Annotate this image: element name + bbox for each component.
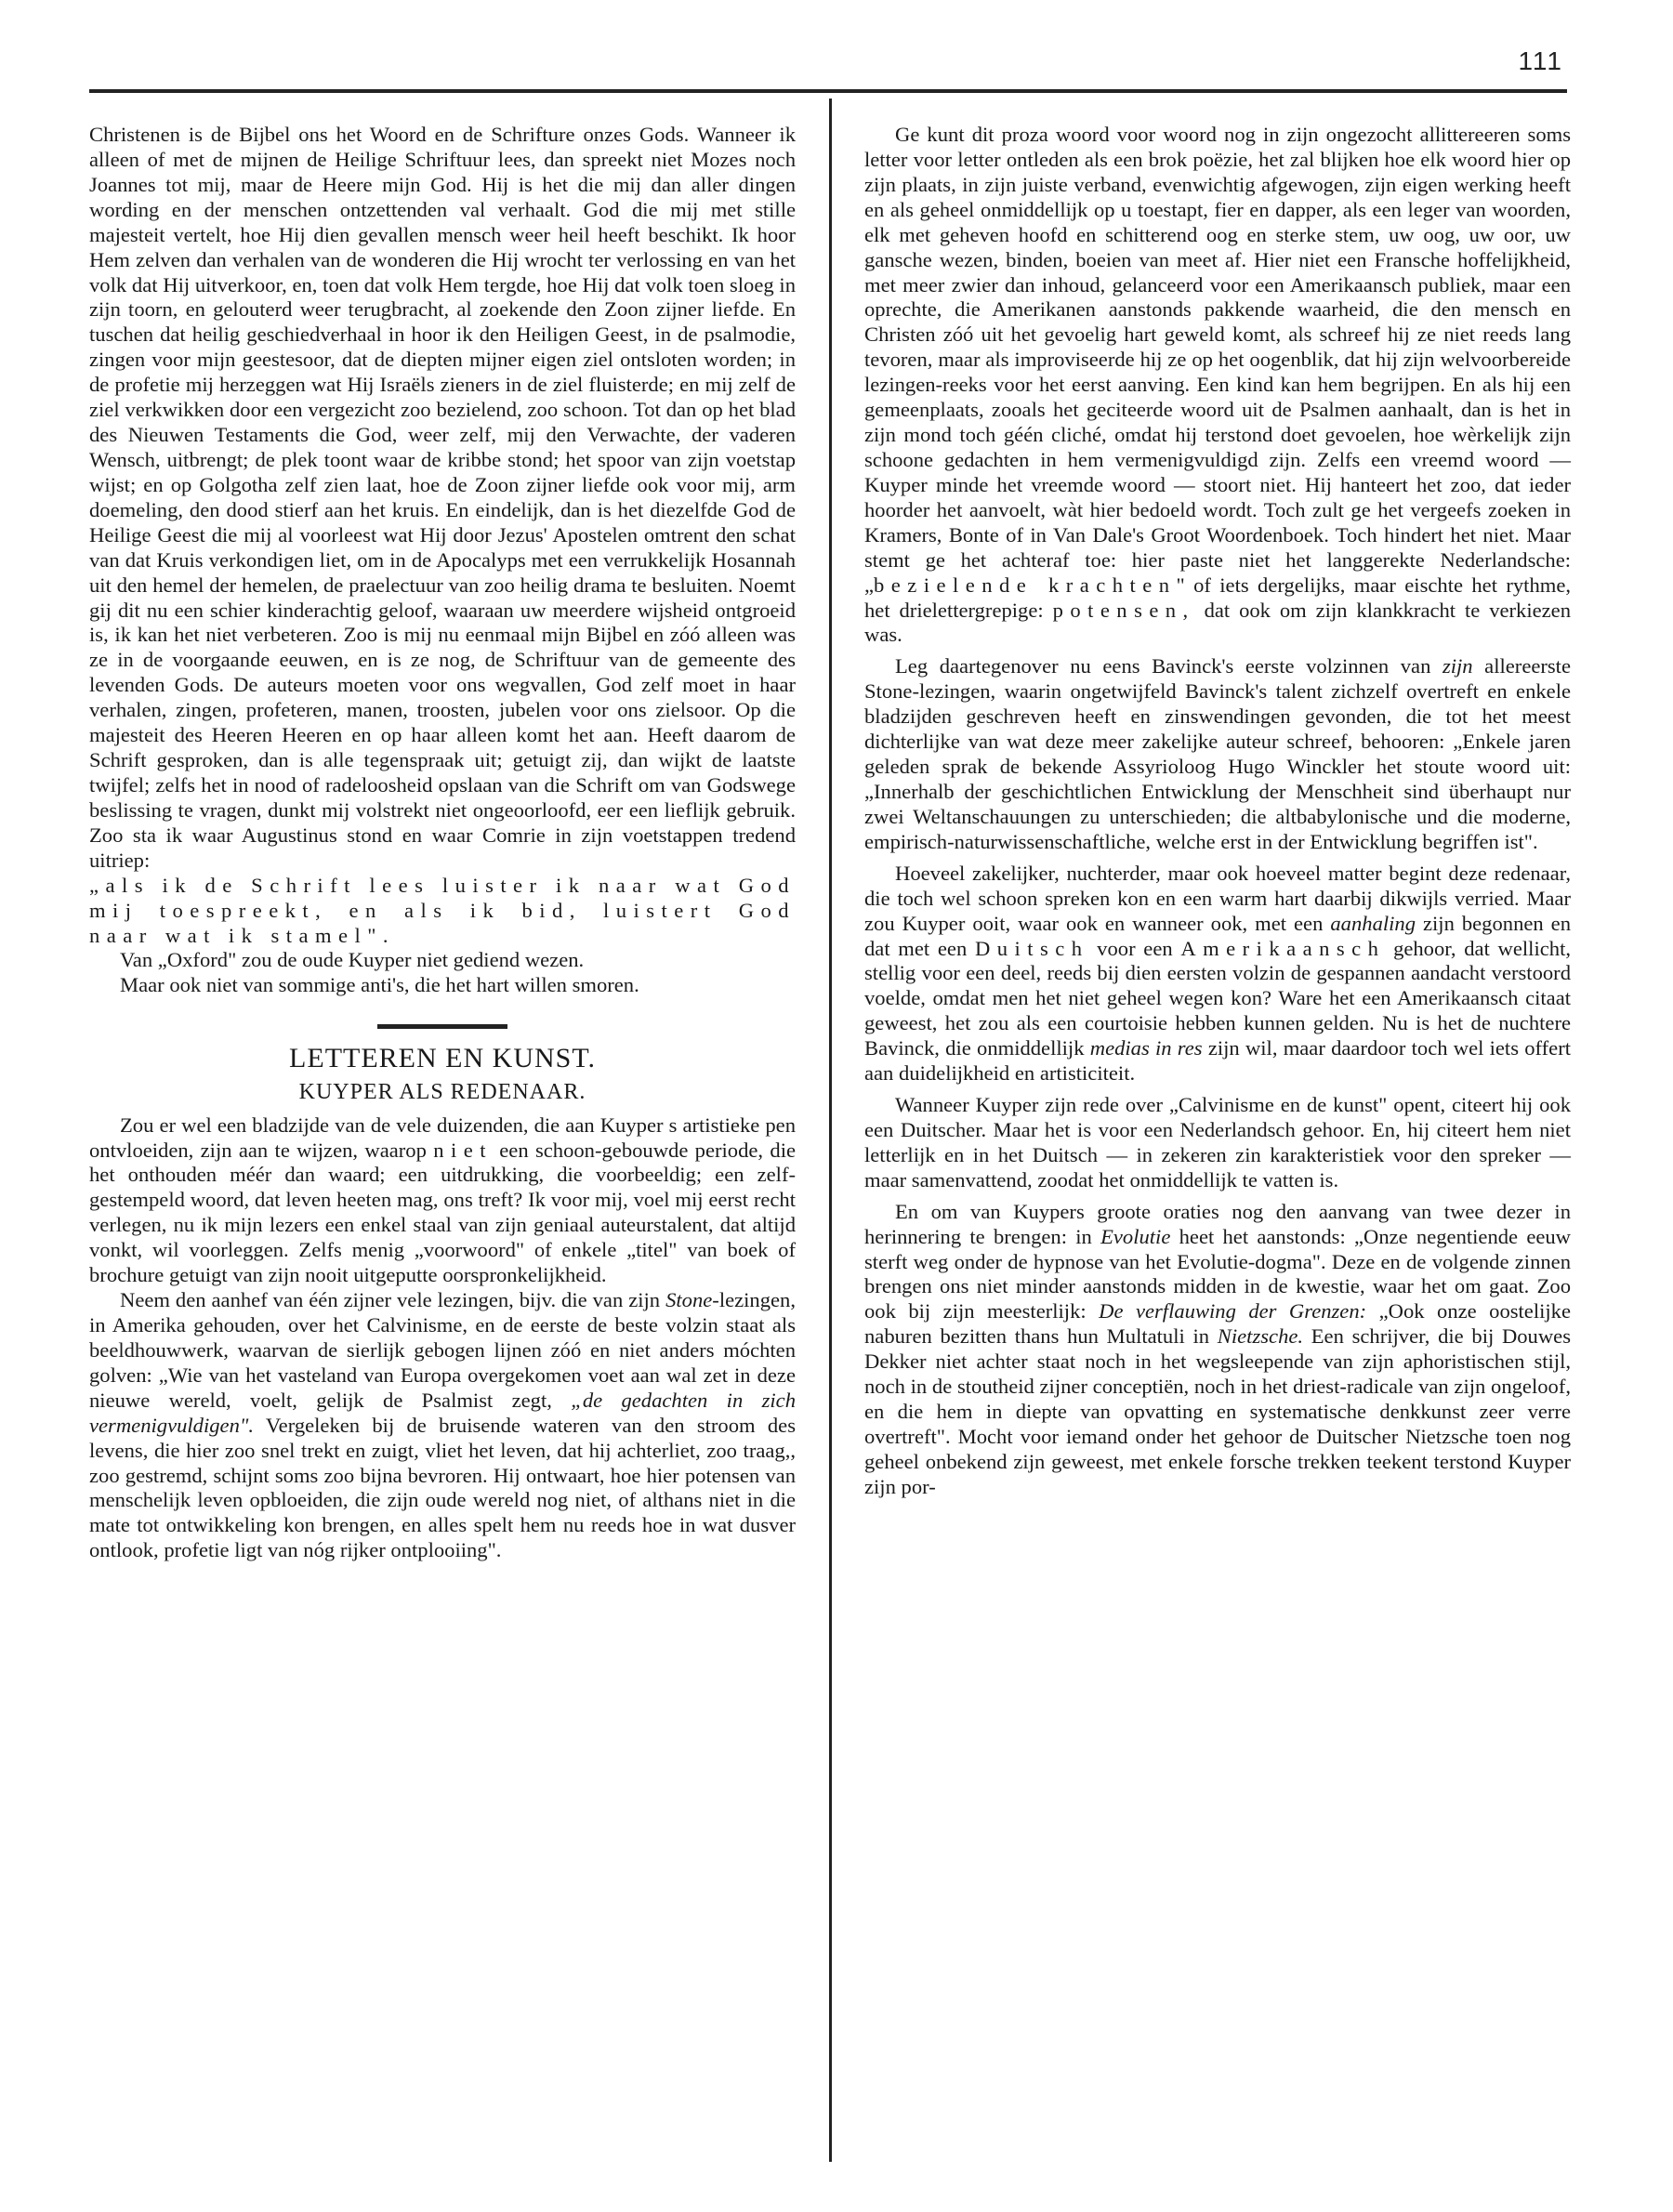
column-divider [829, 99, 832, 2162]
text-run: " of iets dergelijks, maar eischte het rythme, het drielettergrepige: [864, 573, 1571, 622]
text-run: Vergeleken bij de bruisende wateren van den stroom des levens, die hier zoo snel trekt en zuigt, vliet het leven, dat hij achterliet, zoo traag,, zoo gestremd, schijnt soms zoo bijna bevroren. Hij ontwaart, hoe hier potensen van menschelijk leven opbloeiden, die zijn oude wereld nog niet, of althans niet in die mate tot ontwikkeling kon brengen, en alles spelt hem nu reeds hoe in wat dusver ontlook, profetie ligt van nóg rijker ontplooiing". [89, 1413, 796, 1562]
text-run: Neem den aanhef van één zijner vele lezingen, bijv. die van zijn [120, 1288, 661, 1312]
section-heading: LETTEREN EN KUNST. [289, 1043, 596, 1074]
spaced-word: Amerikaansch [1180, 936, 1386, 960]
italic-word: aanhaling [1330, 911, 1416, 935]
text-run: Ge kunt dit proza woord voor woord nog in zijn ongezocht allittereeren soms letter voor letter ontleden als een brok poëzie, het zal blijken hoe elk woord hier op zijn plaats, in zijn juiste verband, evenwichtig afgewogen, zijn eigen werking heeft en als geheel onmiddellijk op u toestapt, fier en dapper, als een leger van woorden, elk met geheven hoofd en schitterend oog en sterke stem, uw oog, uw oor, uw gansche wezen, binden, boeien van meet af. Hier niet een Fransche hoffelijkheid, met meer zwier dan inhoud, gelanceerd voor een Amerikaansch publiek, maar een oprechte, die Amerikanen aanstonds pakkende waarheid, die den mensch en Christen zóó uit het gevoelig hart geweld komt, als schreef hij ze niet reeds lang tevoren, maar als improviseerde hij ze op het oogenblik, dat hij zijn welvoorbereide lezingen-reeks voor het eerst aanving. Een kind kan hem begrijpen. En als hij een gemeenplaats, zooals het geciteerde woord uit de Psalmen aanhaalt, dan is het in zijn mond toch géén cliché, omdat hij terstond doet gevoelen, hoe wèrkelijk zijn schoone gedachten in hem vermenigvuldigd zijn. Zelfs een vreemd woord —Kuyper minde het vreemde woord — stoort niet. Hij hanteert het zoo, dat ieder hoorder het aanvoelt, wàt hier bedoeld wordt. Toch zult ge het vergeefs zoeken in Kramers, Bonte of in Van Dale's Groot Woordenboek. Toch hindert het niet. Maar stemt ge het achteraf toe: hier paste niet het langgerekte Nederlandsche: „ [864, 123, 1571, 597]
italic-quote: „de gedachten in zich vermenigvuldigen". [89, 1388, 796, 1437]
text-run: Hoeveel zakelijker, nuchterder, maar ook hoeveel matter begint deze redenaar, die toch wel schoon spreken kon en een warm hart daarbij dikwijls verried. Maar zou Kuyper ooit, waar ook en wanneer ook, met een [864, 861, 1571, 935]
paragraph-stone [89, 1288, 796, 1563]
paragraph-intro [89, 1113, 796, 1288]
italic-word: Stone [665, 1288, 713, 1312]
paragraph-calvinisme: Wanneer Kuyper zijn rede over „Calvinisme en de kunst" opent, citeert hij ook een Duitscher. Maar het is voor een Nederlandsch gehoor. En, hij citeert hem niet letterlijk en in het Duitsch — in zekeren zin karakteristiek voor den spreker — maar samenvattend, zoodat het onmiddellijk te vatten is. [864, 1093, 1571, 1192]
text-run: allereerste Stone-lezingen, waarin ongetwijfeld Bavinck's talent zichzelf overtreft en enkele bladzijden geschreven heeft en zinswendingen gevonden, die tot het meest dichterlijke van wat deze meer zakelijke auteur schreef, behooren: „Enkele jaren geleden sprak de bekende Assyrioloog Hugo Winckler het stoute woord uit: „Innerhalb der geschichtlichen Entwicklung der Menschheit sind überhaupt nur zwei Weltanschauungen zu unterschieden; die altbabylonische und die moderne, empirisch-naturwissenschaftliche, welche erst in der Entwicklung begriffen ist". [864, 654, 1571, 853]
paragraph-proza [864, 123, 1571, 648]
paragraph-oraties [864, 1200, 1571, 1500]
italic-word: medias in res [1089, 1036, 1203, 1060]
text-run: -lezingen, in Amerika gehouden, over het Calvinisme, en de eerste de beste volzin staat als beeldhouwwerk, waarvan de sierlijk gebogen lijnen zóó en niet anders móchten golven: „Wie van het vasteland van Europa overgekomen voet aan wal zet in deze nieuwe wereld, voelt, gelijk de Psalmist zegt, [89, 1288, 796, 1412]
text-run: een schoon-gebouwde periode, die het onthouden méér dan waard; een uitdrukking, die voorbeeldig; een zelf-gestempeld woord, dat leven heeten mag, ons treft? Ik voor mij, voel mij eerst recht verlegen, nu ik mijn lezers een enkel staal van zijn geniaal auteurstalent, dat altijd vonkt, wil voorleggen. Zelfs menig „voorwoord" of enkele „titel" van boek of brochure getuigt van zijn nooit uitgeputte oorspronkelijkheid. [89, 1138, 797, 1287]
text-run: dat ook om zijn klankkracht te verkiezen was. [864, 598, 1571, 647]
italic-word: zijn [1442, 654, 1473, 678]
text-run: „Ook onze oostelijke naburen bezitten thans hun Multatuli in [864, 1299, 1571, 1349]
italic-word: De verflauwing der Grenzen: [1099, 1299, 1367, 1323]
spaced-word: bezielende krachten [874, 573, 1177, 597]
paragraph-anti: Maar ook niet van sommige anti's, die het hart willen smoren. [120, 973, 639, 997]
text-run: voor een [1088, 936, 1173, 960]
text-run: heet het aanstonds: „Onze negentiende eeuw sterft weg onder de hypnose van het Evolutie-dogma". Deze en de volgende zinnen brengen ons niet minder aanstonds midden in de kwestie, waar het om gaat. Zoo ook bij zijn meesterlijk: [864, 1224, 1572, 1323]
text-run: Zou er wel een bladzijde van de vele duizenden, die aan Kuyper s artistieke pen ontvloeiden, zijn aan te wijzen, waarop [89, 1113, 796, 1162]
text-run: Leg daartegenover nu eens Bavinck's eerste volzinnen van [895, 654, 1431, 678]
right-column [864, 123, 1571, 1500]
italic-word: Evolutie [1100, 1224, 1171, 1248]
augustinus-quote: „als ik de Schrift lees luister ik naar wat God mij toespreekt, en als ik bid, luistert God naar wat ik stamel". [89, 873, 796, 947]
text-run: Een schrijver, die bij Douwes Dekker niet achter staat noch in het wegsleepende van zijn aphoristischen stijl, noch in de stoutheid zijner conceptiën, noch in het driest-radicale van zijn ongeloof, en die hem in diepte van opvatting en systematische denkkunst zeer verre overtreft". Mocht voor iemand onder het gehoor de Duitscher Nietzsche toen nog geheel onbekend zijn geweest, met enkele forsche trekken teekent terstond Kuyper zijn por- [864, 1324, 1571, 1498]
spaced-word: potensen, [1052, 598, 1195, 622]
left-column [89, 123, 796, 1563]
paragraph-bible: Christenen is de Bijbel ons het Woord en de Schrifture onzes Gods. Wanneer ik alleen of met de mijnen de Heilige Schriftuur lees, dan spreekt niet Mozes noch Joannes tot mij, maar de Heere mijn God. Hij is het die mij dan aller dingen wording en der menschen ontzettenden val verhaalt. God die mij met stille majesteit vertelt, hoe Hij dien gevallen mensch weer heil heeft beschikt. Ik hoor Hem zelven dan verhalen van de wonderen die Hij wrocht ter verlossing en van het volk dat Hij uitverkoor, en, toen dat volk Hem tergde, hoe Hij dat volk toen sloeg in zijn toorn, en gelouterd weer terugbracht, al zoekende den Zoon zijner liefde. En tuschen dat heilig geschiedverhaal in hoor ik den Heiligen Geest, in de psalmodie, zingen voor mijn geestesoor, dat de diepten mijner eigen ziel ontsloten worden; in de profetie mij herzeggen wat Hij Israëls zieners in de ziel fluisterde; en mij zelf de ziel verkwikken door een vergezicht zoo bezielend, zoo schoon. Tot dan op het blad des Nieuwen Testaments die God, weer zelf, mij den Verwachte, der vaderen Wensch, uitbrengt; de plek toont waar de kribbe stond; het spoor van zijn voetstap wijst; en op Golgotha zelf zien laat, hoe de Zoon zijner liefde ook voor mij, arm doemeling, den dood stierf aan het kruis. En eindelijk, dan is het diezelfde God de Heilige Geest die mij al voorleest wat Hij door Jezus' Apostelen omtrent den schat van dat Kruis verkondigen liet, om in de Apocalyps met een verrukkelijk Hosannah uit den hemel der hemelen, de praelectuur van zoo heilig drama te besluiten. Noemt gij dit nu een schier kinderachtig geloof, waaraan uw meerdere wijsheid ontgroeid is, ik kan het niet verbeteren. Zoo is mij nu eenmaal mijn Bijbel en zóó alleen was ze in de voorgaande eeuwen, en is ze nog, de Schriftuur van de gemeente des levenden Gods. De auteurs moeten voor ons wegvallen, God zelf moet in haar verhalen, zingen, profeteren, manen, troosten, jubelen voor ons zielsoor. Op die majesteit des Heeren Heeren en op haar alleen komt het aan. Heeft daarom de Schrift gesproken, dan is alle tegenspraak uit; getuigt zij, dan wijkt de laatste twijfel; zelfs het in nood of radeloosheid opslaan van die Schrift om van Godswege beslissing te vragen, dunkt mij volstrekt niet ongeoorloofd, eer een lieflijk gebruik. Zoo sta ik waar Augustinus stond en waar Comrie in zijn voetstappen tredend uitriep: [89, 123, 796, 872]
paragraph-oxford: Van „Oxford" zou de oude Kuyper niet gediend wezen. [120, 948, 585, 972]
top-rule [89, 89, 1567, 93]
article-title: KUYPER ALS REDENAAR. [298, 1080, 586, 1105]
spaced-word: Duitsch [974, 936, 1089, 960]
spaced-word: niet [433, 1138, 493, 1162]
text-run: gehoor, dat wellicht, stellig voor een deel, reeds bij dien eersten volzin de gespannen aandacht verstoord voelde, omdat men het niet geheel wegen kon? Ware het een Amerikaansch citaat geweest, het zou als een courtoisie hebben kunnen gelden. Nu is het de nuchtere Bavinck, die onmiddellijk [864, 936, 1571, 1060]
text-run: zijn begonnen en dat met een [864, 911, 1571, 960]
paragraph-zakelijker [864, 862, 1571, 1086]
page-number: 111 [1518, 46, 1563, 75]
text-run: zijn wil, maar daardoor toch wel iets offert aan duidelijkheid en artisticiteit. [864, 1036, 1572, 1086]
section-rule [377, 1024, 507, 1029]
italic-word: Nietzsche. [1217, 1324, 1304, 1349]
text-run: En om van Kuypers groote oraties nog den aanvang van twee dezer in herinnering te brengen: in [864, 1199, 1571, 1248]
paragraph-bavinck [864, 654, 1571, 854]
